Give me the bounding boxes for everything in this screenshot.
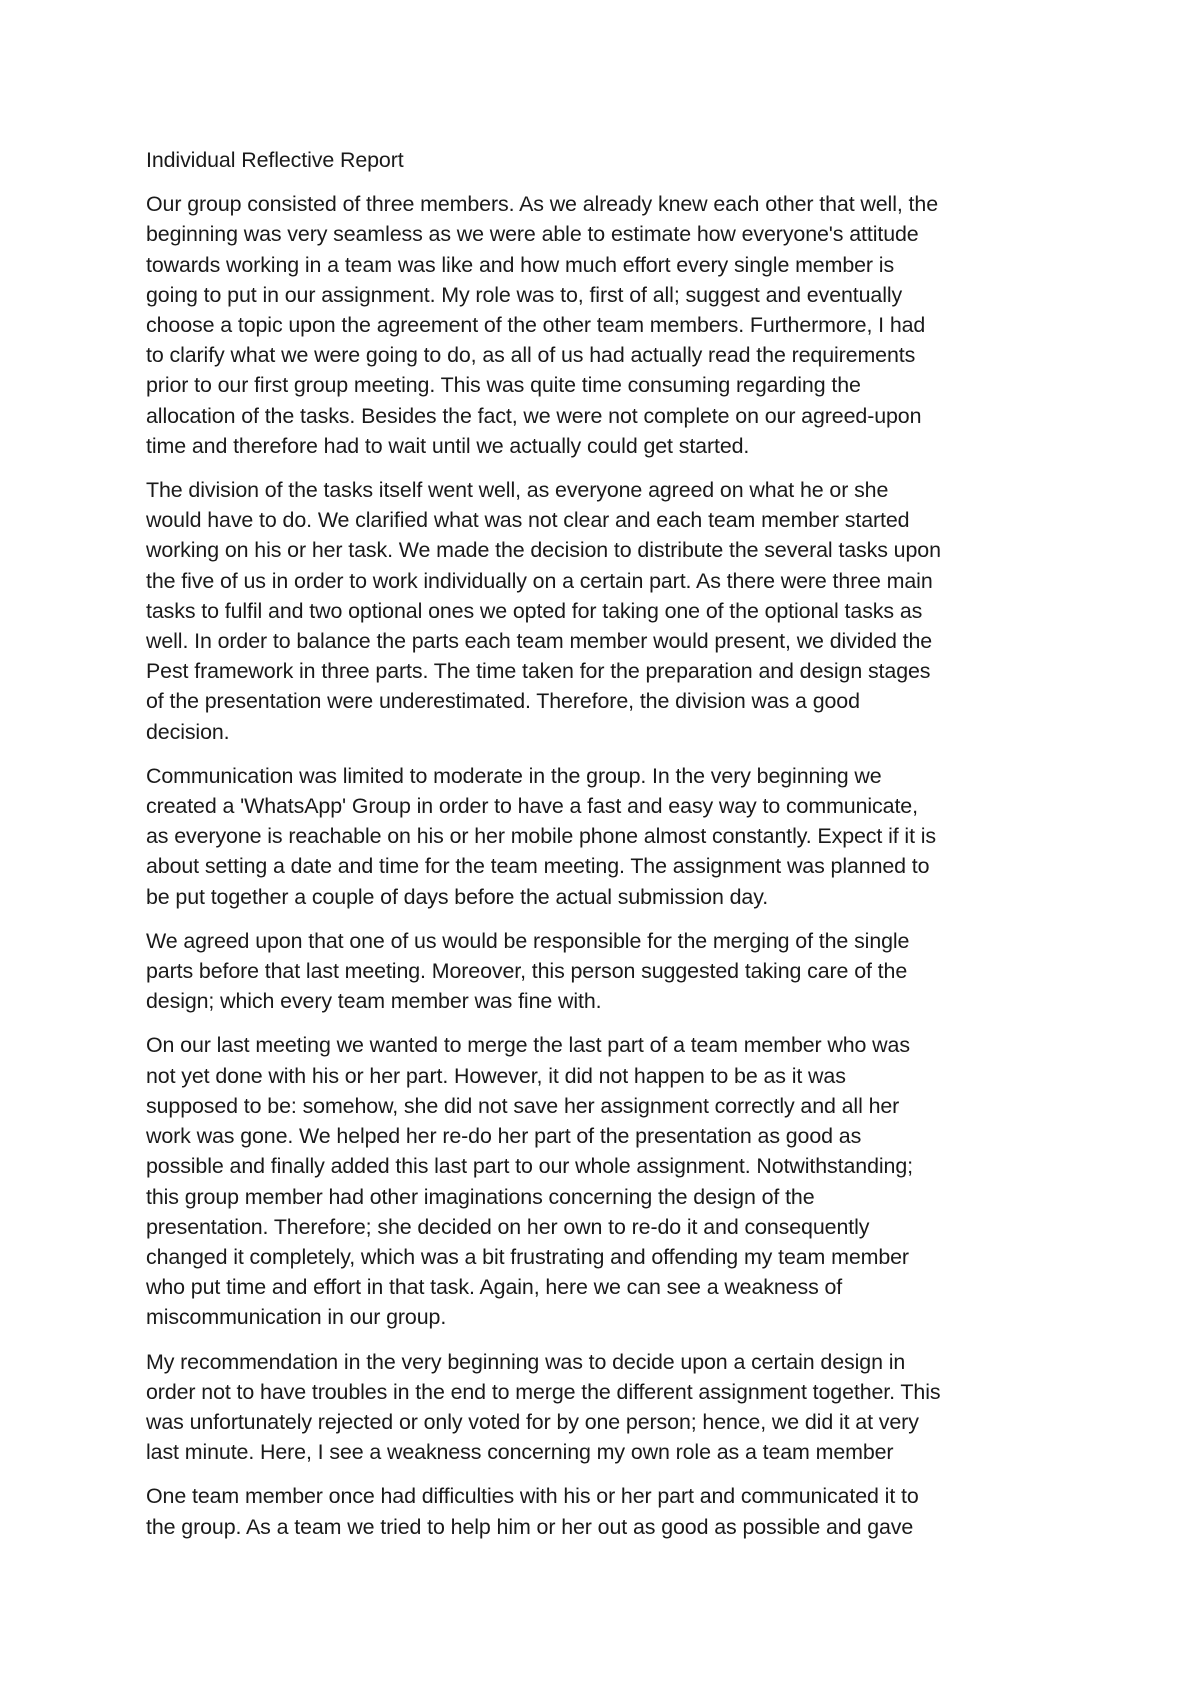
paragraph-line: as everyone is reachable on his or her mobile phone almost constantly. Expect if it is — [146, 824, 936, 849]
paragraph-line: the five of us in order to work individually on a certain part. As there were three main — [146, 568, 933, 593]
paragraph-line: changed it completely, which was a bit frustrating and offending my team member — [146, 1244, 909, 1269]
paragraph — [146, 1481, 1076, 1541]
paragraph-line: well. In order to balance the parts each team member would present, we divided the — [146, 629, 933, 654]
paragraph-line: would have to do. We clarified what was not clear and each team member started — [146, 508, 910, 533]
paragraph-line: prior to our first group meeting. This was quite time consuming regarding the — [146, 373, 861, 398]
paragraph-line: going to put in our assignment. My role was to, first of all; suggest and eventually — [146, 282, 903, 307]
paragraph-line: Pest framework in three parts. The time taken for the preparation and design stages — [146, 659, 931, 684]
paragraph-line: the group. As a team we tried to help him or her out as good as possible and gave — [146, 1514, 914, 1539]
paragraph-line: supposed to be: somehow, she did not save her assignment correctly and all her — [146, 1093, 900, 1118]
paragraph — [146, 926, 1076, 1017]
document-title: Individual Reflective Report — [146, 148, 404, 172]
paragraph-line: order not to have troubles in the end to merge the different assignment together. This — [146, 1379, 941, 1404]
paragraph-line: design; which every team member was fine with. — [146, 989, 602, 1014]
paragraph — [146, 475, 1076, 747]
paragraph — [146, 1347, 1076, 1468]
paragraph-line: time and therefore had to wait until we actually could get started. — [146, 433, 750, 458]
paragraph-line: working on his or her task. We made the decision to distribute the several tasks upon — [146, 538, 941, 563]
paragraph-line: One team member once had difficulties with his or her part and communicated it to — [146, 1484, 919, 1509]
paragraph-line: towards working in a team was like and how much effort every single member is — [146, 252, 895, 277]
paragraph-line: Our group consisted of three members. As we already knew each other that well, the — [146, 192, 938, 217]
paragraph — [146, 1030, 1076, 1332]
paragraph-line: who put time and effort in that task. Again, here we can see a weakness of — [146, 1275, 843, 1300]
paragraph-line: this group member had other imaginations concerning the design of the — [146, 1184, 815, 1209]
paragraph-line: was unfortunately rejected or only voted for by one person; hence, we did it at very — [146, 1409, 919, 1434]
paragraph-line: parts before that last meeting. Moreover, this person suggested taking care of the — [146, 959, 908, 984]
paragraph — [146, 189, 1076, 461]
paragraph-line: We agreed upon that one of us would be responsible for the merging of the single — [146, 928, 910, 953]
paragraph-line: My recommendation in the very beginning was to decide upon a certain design in — [146, 1349, 906, 1374]
paragraph-line: On our last meeting we wanted to merge the last part of a team member who was — [146, 1033, 910, 1058]
paragraph-line: work was gone. We helped her re-do her part of the presentation as good as — [146, 1124, 862, 1149]
paragraph-line: to clarify what we were going to do, as all of us had actually read the requirements — [146, 343, 916, 368]
paragraph-line: Communication was limited to moderate in the group. In the very beginning we — [146, 763, 882, 788]
paragraph-line: presentation. Therefore; she decided on her own to re-do it and consequently — [146, 1214, 870, 1239]
paragraph-line: of the presentation were underestimated. Therefore, the division was a good — [146, 689, 860, 714]
paragraph-line: tasks to fulfil and two optional ones we opted for taking one of the optional tasks as — [146, 598, 923, 623]
paragraph-line: last minute. Here, I see a weakness concerning my own role as a team member — [146, 1440, 894, 1465]
paragraph-line: created a 'WhatsApp' Group in order to have a fast and easy way to communicate, — [146, 794, 918, 819]
paragraph-list — [146, 189, 1076, 1542]
paragraph-line: possible and finally added this last part to our whole assignment. Notwithstanding; — [146, 1154, 913, 1179]
paragraph-line: miscommunication in our group. — [146, 1305, 447, 1330]
paragraph-line: not yet done with his or her part. However, it did not happen to be as it was — [146, 1063, 846, 1088]
paragraph-line: choose a topic upon the agreement of the other team members. Furthermore, I had — [146, 313, 926, 338]
paragraph-line: decision. — [146, 719, 230, 744]
paragraph-line: The division of the tasks itself went well, as everyone agreed on what he or she — [146, 478, 889, 503]
paragraph — [146, 761, 1076, 912]
paragraph-line: about setting a date and time for the team meeting. The assignment was planned to — [146, 854, 930, 879]
paragraph-line: be put together a couple of days before the actual submission day. — [146, 884, 769, 909]
paragraph-line: beginning was very seamless as we were able to estimate how everyone's attitude — [146, 222, 919, 247]
paragraph-line: allocation of the tasks. Besides the fact, we were not complete on our agreed-upon — [146, 403, 922, 428]
document-body — [146, 145, 1076, 1556]
